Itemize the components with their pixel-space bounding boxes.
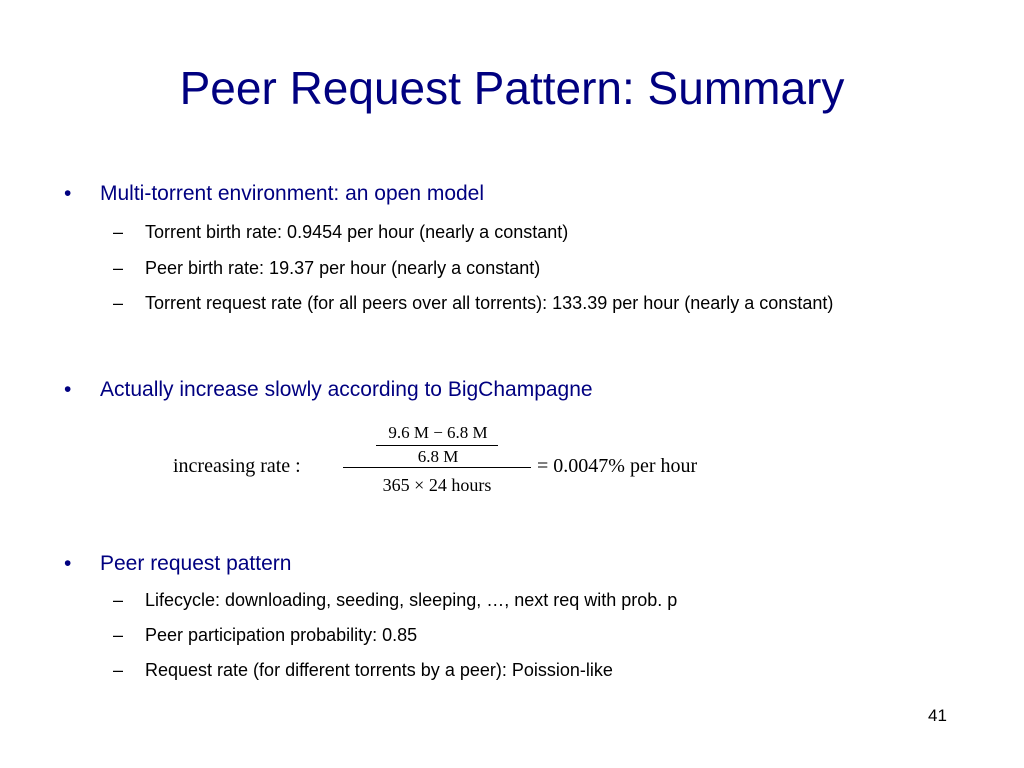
sub-bullet-text: Torrent birth rate: 0.9454 per hour (nearly a constant) bbox=[145, 222, 569, 242]
sub-bullet-marker: – bbox=[113, 625, 124, 645]
bullet-text: Actually increase slowly according to BigChampagne bbox=[100, 378, 593, 401]
sub-bullet-marker: – bbox=[113, 258, 124, 278]
sub-bullet-item bbox=[113, 258, 933, 280]
bullet-text: Multi-torrent environment: an open model bbox=[100, 182, 485, 205]
sub-bullet-item bbox=[113, 660, 933, 682]
increasing-rate-formula bbox=[173, 423, 753, 503]
bullet-text: Peer request pattern bbox=[100, 552, 292, 575]
formula-result: = 0.0047% per hour bbox=[537, 455, 698, 477]
sub-bullet-item bbox=[113, 625, 933, 647]
sub-bullet-marker: – bbox=[113, 590, 124, 610]
sub-bullet-marker: – bbox=[113, 293, 124, 313]
sub-bullet-item bbox=[113, 222, 933, 244]
formula-inner-denominator: 6.8 M bbox=[417, 447, 459, 466]
bullet-item bbox=[64, 181, 484, 206]
sub-bullet-text: Request rate (for different torrents by a peer): Poission-like bbox=[145, 660, 613, 680]
sub-bullet-text: Torrent request rate (for all peers over all torrents): 133.39 per hour (nearly a constant) bbox=[145, 293, 834, 313]
bullet-item bbox=[64, 377, 593, 402]
bullet-marker: • bbox=[64, 552, 72, 575]
page-number: 41 bbox=[928, 706, 947, 725]
sub-bullet-item bbox=[113, 293, 933, 315]
sub-bullet-text: Peer birth rate: 19.37 per hour (nearly a constant) bbox=[145, 258, 541, 278]
sub-bullet-text: Peer participation probability: 0.85 bbox=[145, 625, 418, 645]
formula-label: increasing rate : bbox=[173, 455, 301, 477]
sub-bullet-marker: – bbox=[113, 660, 124, 680]
formula-outer-denominator: 365 × 24 hours bbox=[382, 475, 492, 495]
bullet-item bbox=[64, 551, 291, 576]
bullet-marker: • bbox=[64, 378, 72, 401]
slide-title: Peer Request Pattern: Summary bbox=[179, 62, 845, 114]
sub-bullet-marker: – bbox=[113, 222, 124, 242]
sub-bullet-text: Lifecycle: downloading, seeding, sleeping, …, next req with prob. p bbox=[145, 590, 678, 610]
formula-inner-numerator: 9.6 M − 6.8 M bbox=[388, 423, 488, 442]
bullet-marker: • bbox=[64, 182, 72, 205]
sub-bullet-item bbox=[113, 590, 933, 612]
formula-inner-fraction-bar bbox=[376, 445, 498, 446]
formula-main-fraction-bar bbox=[343, 467, 531, 468]
